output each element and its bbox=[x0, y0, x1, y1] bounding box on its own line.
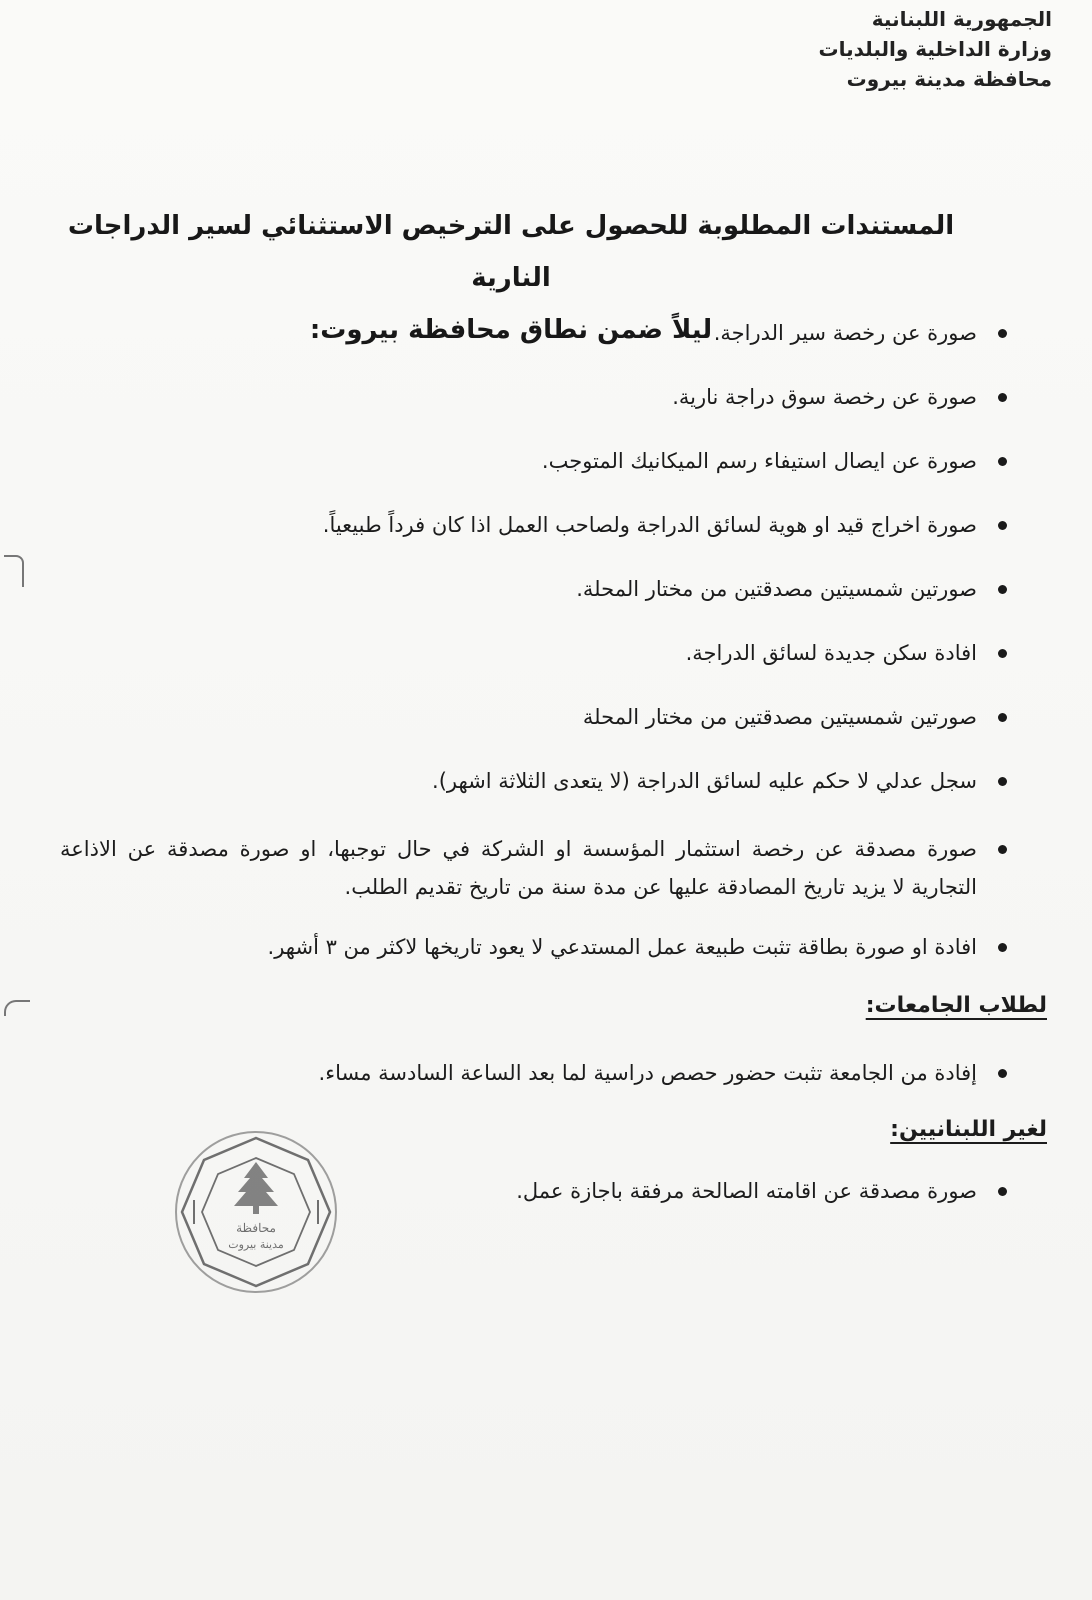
letterhead-republic: الجمهورية اللبنانية bbox=[871, 7, 1052, 31]
requirement-item: صورتين شمسيتين مصدقتين من مختار المحلة. bbox=[60, 574, 977, 604]
requirement-item: صورة اخراج قيد او هوية لسائق الدراجة ولصاحب العمل اذا كان فرداً طبيعياً. bbox=[60, 510, 977, 540]
requirements-list bbox=[60, 318, 977, 962]
requirement-item: صورة مصدقة عن رخصة استثمار المؤسسة او الشركة في حال توجبها، او صورة مصدقة عن الاذاعة التجارية لا يزيد تاريخ المصادقة عليها عن مدة سنة من تاريخ تقديم الطلب. bbox=[60, 830, 977, 906]
title-line-2: ليلاً ضمن نطاق محافظة بيروت: bbox=[309, 315, 713, 345]
students-item: إفادة من الجامعة تثبت حضور حصص دراسية لما بعد الساعة السادسة مساء. bbox=[60, 1058, 977, 1088]
bullet-icon bbox=[998, 1187, 1007, 1196]
punch-hole-mark bbox=[4, 555, 24, 587]
letterhead bbox=[819, 4, 1053, 94]
bullet-icon bbox=[998, 777, 1007, 786]
bullet-icon bbox=[998, 649, 1007, 658]
bullet-icon bbox=[998, 585, 1007, 594]
requirement-item: افادة سكن جديدة لسائق الدراجة. bbox=[60, 638, 977, 668]
students-list bbox=[60, 1058, 977, 1088]
punch-hole-mark bbox=[4, 1000, 30, 1016]
bullet-icon bbox=[998, 521, 1007, 530]
bullet-icon bbox=[998, 943, 1007, 952]
bullet-icon bbox=[998, 1069, 1007, 1078]
svg-text:محافظة: محافظة bbox=[236, 1221, 276, 1235]
stamp-seal-icon bbox=[172, 1128, 340, 1296]
non-lebanese-heading: لغير اللبنانيين: bbox=[890, 1117, 1047, 1142]
requirement-item: صورة عن ايصال استيفاء رسم الميكانيك المتوجب. bbox=[60, 446, 977, 476]
bullet-icon bbox=[998, 713, 1007, 722]
bullet-icon bbox=[998, 393, 1007, 402]
non-lebanese-item: صورة مصدقة عن اقامته الصالحة مرفقة باجازة عمل. bbox=[60, 1176, 977, 1206]
official-stamp bbox=[172, 1128, 340, 1296]
students-heading: لطلاب الجامعات: bbox=[865, 993, 1047, 1018]
letterhead-ministry: وزارة الداخلية والبلديات bbox=[818, 37, 1052, 61]
requirement-item: افادة او صورة بطاقة تثبت طبيعة عمل المستدعي لا يعود تاريخها لاكثر من ٣ أشهر. bbox=[60, 932, 977, 962]
requirement-item: سجل عدلي لا حكم عليه لسائق الدراجة (لا يتعدى الثلاثة اشهر). bbox=[60, 766, 977, 796]
bullet-icon bbox=[998, 457, 1007, 466]
svg-text:مدينة بيروت: مدينة بيروت bbox=[228, 1238, 284, 1251]
requirement-item: صورتين شمسيتين مصدقتين من مختار المحلة bbox=[60, 702, 977, 732]
letterhead-governorate: محافظة مدينة بيروت bbox=[846, 67, 1052, 91]
requirement-item: صورة عن رخصة سوق دراجة نارية. bbox=[60, 382, 977, 412]
requirement-item: صورة عن رخصة سير الدراجة. bbox=[60, 318, 977, 348]
bullet-icon bbox=[998, 845, 1007, 854]
title-line-1: المستندات المطلوبة للحصول على الترخيص الاستثنائي لسير الدراجات النارية bbox=[67, 211, 955, 293]
bullet-icon bbox=[998, 329, 1007, 338]
